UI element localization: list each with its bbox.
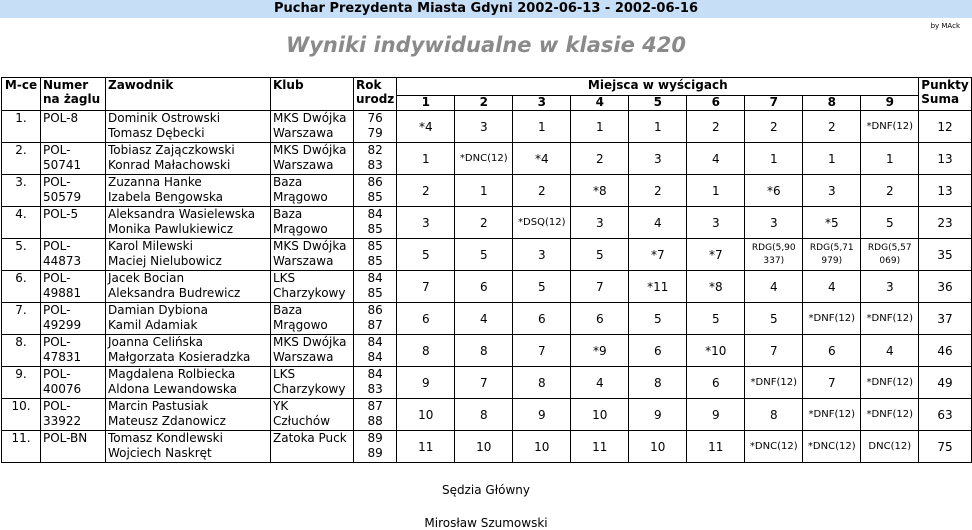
race-result-cell: 10: [629, 431, 687, 463]
col-sailor: Zawodnik: [106, 78, 271, 111]
race-result-cell: *10: [687, 335, 745, 367]
race-result-cell: 9: [513, 399, 571, 431]
club-cell: [271, 143, 354, 175]
race-result-cell: 2: [455, 207, 513, 239]
sail-number-cell: [41, 367, 106, 399]
race-result-cell: 6: [629, 335, 687, 367]
points-sum-cell: 12: [919, 111, 971, 143]
race-result-cell: 9: [629, 399, 687, 431]
sailor-names-cell: [106, 143, 271, 175]
table-row: [2, 271, 972, 303]
race-result-cell: 1: [397, 143, 455, 175]
sail-number-cell: [41, 335, 106, 367]
birth-year-cell-line: 85: [367, 222, 383, 236]
race-result-cell: 6: [687, 367, 745, 399]
race-result-cell: *6: [745, 175, 803, 207]
points-sum-cell: 13: [919, 143, 971, 175]
table-row: [2, 111, 972, 143]
race-result-cell: 10: [513, 431, 571, 463]
club-cell-line: Baza: [273, 207, 303, 221]
race-result-cell: 3: [571, 207, 629, 239]
race-result-cell: 5: [745, 303, 803, 335]
club-cell-line: Zatoka Puck: [273, 431, 347, 445]
race-result-cell: 3: [629, 143, 687, 175]
race-result-cell: *DNF(12): [745, 367, 803, 399]
col-race-8: 8: [803, 96, 861, 111]
sail-number-cell: [41, 399, 106, 431]
table-row: [2, 399, 972, 431]
sailor-names-cell-line: Maciej Nielubowicz: [108, 254, 222, 268]
col-race-6: 6: [687, 96, 745, 111]
table-row: [2, 239, 972, 271]
race-result-cell: 9: [687, 399, 745, 431]
club-cell-line: Warszawa: [273, 350, 334, 364]
race-result-cell: 3: [803, 175, 861, 207]
club-cell: [271, 367, 354, 399]
race-result-cell: *7: [687, 239, 745, 271]
club-cell: [271, 207, 354, 239]
sailor-names-cell-line: Tomasz Dębecki: [108, 126, 205, 140]
sail-number-cell-line: 40076: [43, 382, 82, 396]
race-result-cell: RDG(5,71 979): [803, 239, 861, 271]
race-result-cell: 5: [513, 271, 571, 303]
race-result-cell: 2: [629, 175, 687, 207]
birth-year-cell-line: 84: [367, 350, 383, 364]
race-result-cell: 7: [803, 367, 861, 399]
col-yob-line2: urodz: [356, 92, 395, 106]
table-row: [2, 207, 972, 239]
table-row: [2, 431, 972, 463]
race-result-cell: *DNF(12): [861, 399, 919, 431]
sail-number-cell-line: POL-: [43, 303, 71, 317]
place-cell: 2.: [2, 143, 41, 175]
race-result-cell: 1: [629, 111, 687, 143]
sail-number-cell-line: 44873: [43, 254, 82, 268]
sailor-names-cell-line: Monika Pawlukiewicz: [108, 222, 234, 236]
race-result-cell: 10: [571, 399, 629, 431]
race-result-cell: 2: [397, 175, 455, 207]
club-cell-line: YK: [273, 399, 289, 413]
sailor-names-cell-line: Aleksandra Budrewicz: [108, 286, 241, 300]
race-result-cell: 8: [455, 335, 513, 367]
club-cell: [271, 239, 354, 271]
club-cell-line: Charzykowy: [273, 382, 346, 396]
sail-number-cell-line: POL-: [43, 399, 71, 413]
col-race-2: 2: [455, 96, 513, 111]
col-race-4: 4: [571, 96, 629, 111]
col-race-5: 5: [629, 96, 687, 111]
sail-number-cell-line: 49299: [43, 318, 82, 332]
sailor-names-cell-line: Aldona Lewandowska: [108, 382, 238, 396]
race-result-cell: 11: [571, 431, 629, 463]
place-cell: 8.: [2, 335, 41, 367]
place-cell: 7.: [2, 303, 41, 335]
race-result-cell: *DNF(12): [803, 303, 861, 335]
race-result-cell: 8: [745, 399, 803, 431]
col-place: M-ce: [2, 78, 41, 111]
birth-year-cell: [354, 303, 397, 335]
race-result-cell: 3: [513, 239, 571, 271]
race-result-cell: 9: [397, 367, 455, 399]
birth-year-cell: [354, 271, 397, 303]
sail-number-cell-line: [43, 446, 103, 461]
race-result-cell: 1: [745, 143, 803, 175]
race-result-cell: 6: [455, 271, 513, 303]
sail-number-cell: [41, 431, 106, 463]
points-sum-cell: 36: [919, 271, 971, 303]
race-result-cell: *DNF(12): [803, 399, 861, 431]
club-cell-line: MKS Dwójka: [273, 111, 347, 125]
sail-number-cell-line: [43, 222, 103, 237]
club-cell-line: Człuchów: [273, 414, 331, 428]
race-result-cell: *DNC(12): [803, 431, 861, 463]
club-cell: [271, 303, 354, 335]
place-cell: 11.: [2, 431, 41, 463]
points-sum-cell: 13: [919, 175, 971, 207]
race-result-cell: 7: [745, 335, 803, 367]
race-result-cell: 8: [397, 335, 455, 367]
race-result-cell: 5: [571, 239, 629, 271]
col-sail-line1: Numer: [43, 78, 89, 92]
points-sum-cell: 49: [919, 367, 971, 399]
judge-title: Sędzia Główny: [442, 483, 530, 497]
race-result-cell: *DNF(12): [861, 303, 919, 335]
race-result-cell: 5: [687, 303, 745, 335]
race-result-cell: 2: [745, 111, 803, 143]
race-result-cell: 1: [687, 175, 745, 207]
sailor-names-cell-line: Zuzanna Hanke: [108, 175, 202, 189]
club-cell: [271, 431, 354, 463]
club-cell: [271, 175, 354, 207]
sail-number-cell-line: POL-: [43, 367, 71, 381]
place-cell: 6.: [2, 271, 41, 303]
place-cell: 3.: [2, 175, 41, 207]
sail-number-cell: [41, 239, 106, 271]
club-cell-line: Charzykowy: [273, 286, 346, 300]
sailor-names-cell: [106, 111, 271, 143]
sail-number-cell-line: POL-: [43, 239, 71, 253]
sail-number-cell-line: POL-: [43, 335, 71, 349]
club-cell: [271, 399, 354, 431]
sailor-names-cell: [106, 207, 271, 239]
col-sail: [41, 78, 106, 111]
race-result-cell: *DNF(12): [861, 111, 919, 143]
race-result-cell: *11: [629, 271, 687, 303]
race-result-cell: *DNC(12): [455, 143, 513, 175]
sailor-names-cell: [106, 239, 271, 271]
sail-number-cell-line: [43, 126, 103, 141]
race-result-cell: 6: [397, 303, 455, 335]
sailor-names-cell: [106, 367, 271, 399]
club-cell-line: LKS: [273, 367, 296, 381]
club-cell: [271, 335, 354, 367]
birth-year-cell: [354, 111, 397, 143]
race-result-cell: 7: [397, 271, 455, 303]
sailor-names-cell-line: Tomasz Kondlewski: [108, 431, 223, 445]
race-result-cell: 5: [455, 239, 513, 271]
sailor-names-cell: [106, 399, 271, 431]
race-result-cell: 4: [745, 271, 803, 303]
race-result-cell: 6: [571, 303, 629, 335]
sail-number-cell: [41, 303, 106, 335]
sailor-names-cell-line: Małgorzata Kosieradzka: [108, 350, 251, 364]
sailor-names-cell-line: Kamil Adamiak: [108, 318, 198, 332]
club-cell-line: Mrągowo: [273, 222, 328, 236]
club-cell-line: Mrągowo: [273, 190, 328, 204]
sailor-names-cell-line: Marcin Pastusiak: [108, 399, 209, 413]
race-result-cell: 6: [803, 335, 861, 367]
table-row: [2, 175, 972, 207]
race-result-cell: 8: [629, 367, 687, 399]
sail-number-cell-line: 50741: [43, 158, 82, 172]
sailor-names-cell-line: Joanna Celińska: [108, 335, 203, 349]
sailor-names-cell-line: Izabela Bengowska: [108, 190, 224, 204]
race-result-cell: *DSQ(12): [513, 207, 571, 239]
club-cell-line: MKS Dwójka: [273, 239, 347, 253]
sailor-names-cell: [106, 335, 271, 367]
race-result-cell: DNC(12): [861, 431, 919, 463]
sail-number-cell-line: POL-: [43, 271, 71, 285]
race-result-cell: 5: [397, 239, 455, 271]
race-result-cell: 4: [861, 335, 919, 367]
club-cell-line: [273, 446, 351, 461]
col-races-header: Miejsca w wyścigach: [397, 78, 919, 96]
sail-number-cell-line: POL-BN: [43, 431, 88, 445]
race-result-cell: *DNC(12): [745, 431, 803, 463]
place-cell: 10.: [2, 399, 41, 431]
race-result-cell: 3: [455, 111, 513, 143]
birth-year-cell-line: 89: [367, 431, 383, 445]
sail-number-cell-line: POL-: [43, 143, 71, 157]
sailor-names-cell: [106, 431, 271, 463]
race-result-cell: *8: [687, 271, 745, 303]
race-result-cell: 2: [803, 111, 861, 143]
points-sum-cell: 46: [919, 335, 971, 367]
race-result-cell: 7: [571, 271, 629, 303]
club-cell-line: MKS Dwójka: [273, 143, 347, 157]
birth-year-cell-line: 87: [367, 318, 383, 332]
race-result-cell: 3: [397, 207, 455, 239]
birth-year-cell-line: 84: [367, 335, 383, 349]
race-result-cell: *5: [803, 207, 861, 239]
birth-year-cell-line: 76: [367, 111, 383, 125]
birth-year-cell-line: 89: [367, 446, 383, 460]
race-result-cell: 10: [455, 431, 513, 463]
points-sum-cell: 63: [919, 399, 971, 431]
club-cell-line: Baza: [273, 303, 303, 317]
club-cell: [271, 111, 354, 143]
race-result-cell: 1: [455, 175, 513, 207]
sail-number-cell-line: 33922: [43, 414, 82, 428]
sail-number-cell-line: POL-8: [43, 111, 79, 125]
race-result-cell: 4: [687, 143, 745, 175]
sail-number-cell-line: 47831: [43, 350, 82, 364]
col-points-line2: Suma: [921, 92, 960, 106]
race-result-cell: 8: [455, 399, 513, 431]
results-table: [1, 77, 972, 463]
col-race-3: 3: [513, 96, 571, 111]
sail-number-cell: [41, 111, 106, 143]
birth-year-cell-line: 88: [367, 414, 383, 428]
birth-year-cell: [354, 175, 397, 207]
race-result-cell: *4: [513, 143, 571, 175]
place-cell: 1.: [2, 111, 41, 143]
sailor-names-cell-line: Karol Milewski: [108, 239, 193, 253]
race-result-cell: 4: [629, 207, 687, 239]
birth-year-cell-line: 83: [367, 382, 383, 396]
birth-year-cell: [354, 367, 397, 399]
col-club: Klub: [271, 78, 354, 111]
sailor-names-cell: [106, 271, 271, 303]
race-result-cell: RDG(5,57 069): [861, 239, 919, 271]
race-result-cell: *7: [629, 239, 687, 271]
sail-number-cell-line: 50579: [43, 190, 82, 204]
race-result-cell: 1: [803, 143, 861, 175]
birth-year-cell-line: 82: [367, 143, 383, 157]
race-result-cell: 6: [513, 303, 571, 335]
points-sum-cell: 23: [919, 207, 971, 239]
points-sum-cell: 37: [919, 303, 971, 335]
sailor-names-cell: [106, 303, 271, 335]
sail-number-cell: [41, 143, 106, 175]
birth-year-cell: [354, 143, 397, 175]
table-row: [2, 367, 972, 399]
sail-number-cell: [41, 175, 106, 207]
race-result-cell: 7: [455, 367, 513, 399]
race-result-cell: 2: [513, 175, 571, 207]
birth-year-cell-line: 85: [367, 190, 383, 204]
race-result-cell: 11: [397, 431, 455, 463]
sailor-names-cell-line: Wojciech Naskręt: [108, 446, 212, 460]
birth-year-cell-line: 86: [367, 175, 383, 189]
race-result-cell: 4: [803, 271, 861, 303]
col-yob: [354, 78, 397, 111]
birth-year-cell: [354, 207, 397, 239]
birth-year-cell-line: 83: [367, 158, 383, 172]
col-points: [919, 78, 971, 111]
sailor-names-cell-line: Aleksandra Wasielewska: [108, 207, 256, 221]
race-result-cell: 8: [513, 367, 571, 399]
birth-year-cell: [354, 335, 397, 367]
birth-year-cell-line: 84: [367, 367, 383, 381]
birth-year-cell-line: 87: [367, 399, 383, 413]
judge-name: Mirosław Szumowski: [424, 516, 548, 530]
birth-year-cell-line: 79: [367, 126, 383, 140]
club-cell-line: Mrągowo: [273, 318, 328, 332]
race-result-cell: 2: [861, 175, 919, 207]
race-result-cell: 4: [571, 367, 629, 399]
place-cell: 5.: [2, 239, 41, 271]
col-sail-line2: na żaglu: [43, 92, 101, 106]
col-race-9: 9: [861, 96, 919, 111]
sailor-names-cell-line: Konrad Małachowski: [108, 158, 231, 172]
sailor-names-cell-line: Dominik Ostrowski: [108, 111, 221, 125]
race-result-cell: 1: [571, 111, 629, 143]
sail-number-cell-line: POL-5: [43, 207, 79, 221]
sailor-names-cell-line: Mateusz Zdanowicz: [108, 414, 226, 428]
col-race-7: 7: [745, 96, 803, 111]
race-result-cell: 4: [455, 303, 513, 335]
sailor-names-cell-line: Tobiasz Zajączkowski: [108, 143, 235, 157]
race-result-cell: 7: [513, 335, 571, 367]
race-result-cell: 2: [687, 111, 745, 143]
birth-year-cell-line: 84: [367, 271, 383, 285]
col-race-1: 1: [397, 96, 455, 111]
race-result-cell: *DNF(12): [861, 367, 919, 399]
race-result-cell: 5: [629, 303, 687, 335]
page-header: Puchar Prezydenta Miasta Gdyni 2002-06-13 - 2002-06-16: [0, 0, 972, 18]
club-cell-line: LKS: [273, 271, 296, 285]
club-cell-line: Warszawa: [273, 158, 334, 172]
race-result-cell: *9: [571, 335, 629, 367]
race-result-cell: 2: [571, 143, 629, 175]
race-result-cell: 3: [861, 271, 919, 303]
race-result-cell: 1: [513, 111, 571, 143]
place-cell: 4.: [2, 207, 41, 239]
race-result-cell: 11: [687, 431, 745, 463]
birth-year-cell: [354, 239, 397, 271]
club-cell-line: Warszawa: [273, 126, 334, 140]
sailor-names-cell-line: Jacek Bocian: [108, 271, 185, 285]
club-cell-line: Warszawa: [273, 254, 334, 268]
author-credit: by MAck: [930, 22, 960, 30]
place-cell: 9.: [2, 367, 41, 399]
sailor-names-cell: [106, 175, 271, 207]
sail-number-cell: [41, 271, 106, 303]
col-points-line1: Punkty: [921, 78, 969, 92]
birth-year-cell-line: 86: [367, 303, 383, 317]
club-cell-line: MKS Dwójka: [273, 335, 347, 349]
race-result-cell: *4: [397, 111, 455, 143]
race-result-cell: *8: [571, 175, 629, 207]
birth-year-cell: [354, 431, 397, 463]
sailor-names-cell-line: Damian Dybiona: [108, 303, 208, 317]
race-result-cell: RDG(5,90 337): [745, 239, 803, 271]
points-sum-cell: 35: [919, 239, 971, 271]
sail-number-cell-line: 49881: [43, 286, 82, 300]
sailor-names-cell-line: Magdalena Rolbiecka: [108, 367, 236, 381]
table-row: [2, 335, 972, 367]
birth-year-cell-line: 85: [367, 254, 383, 268]
col-yob-line1: Rok: [356, 78, 382, 92]
race-result-cell: 1: [861, 143, 919, 175]
points-sum-cell: 75: [919, 431, 971, 463]
sail-number-cell-line: POL-: [43, 175, 71, 189]
birth-year-cell-line: 85: [367, 286, 383, 300]
birth-year-cell-line: 85: [367, 239, 383, 253]
race-result-cell: 3: [745, 207, 803, 239]
page-title: Wyniki indywidualne w klasie 420: [286, 33, 686, 57]
table-row: [2, 143, 972, 175]
race-result-cell: 3: [687, 207, 745, 239]
table-row: [2, 303, 972, 335]
birth-year-cell: [354, 399, 397, 431]
club-cell: [271, 271, 354, 303]
birth-year-cell-line: 84: [367, 207, 383, 221]
sail-number-cell: [41, 207, 106, 239]
race-result-cell: 5: [861, 207, 919, 239]
club-cell-line: Baza: [273, 175, 303, 189]
race-result-cell: 10: [397, 399, 455, 431]
